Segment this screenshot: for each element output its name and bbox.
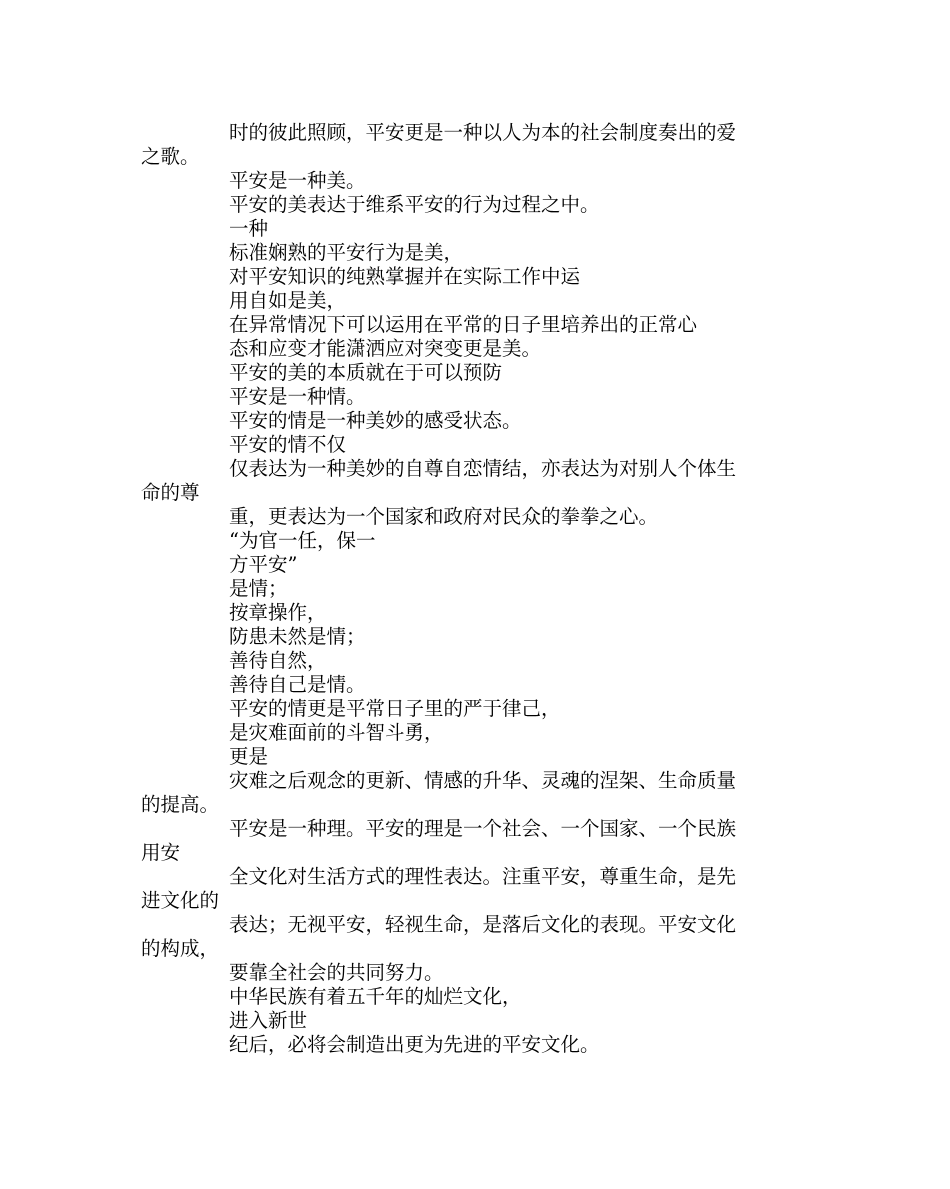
text-line: 按章操作， <box>229 601 327 624</box>
text-line: 平安是一种理。平安的理是一个社会、一个国家、一个民族 <box>229 817 737 840</box>
text-line: 要靠全社会的共同努力。 <box>229 961 444 984</box>
text-line: 标准娴熟的平安行为是美， <box>229 241 464 264</box>
text-line: 方平安” <box>229 553 298 576</box>
text-line: 善待自然， <box>229 649 327 672</box>
text-line: 对平安知识的纯熟掌握并在实际工作中运 <box>229 265 581 288</box>
text-line: 平安的美的本质就在于可以预防 <box>229 361 503 384</box>
text-line: 中华民族有着五千年的灿烂文化， <box>229 985 522 1008</box>
text-line: 用自如是美， <box>229 289 347 312</box>
text-line: 全文化对生活方式的理性表达。注重平安，尊重生命，是先 <box>229 865 737 888</box>
text-line: 平安是一种美。 <box>229 169 366 192</box>
text-line: 态和应变才能潇洒应对突变更是美。 <box>229 337 542 360</box>
text-line: 表达；无视平安，轻视生命，是落后文化的表现。平安文化 <box>229 913 737 936</box>
text-line: 进文化的 <box>141 889 220 912</box>
document-body <box>141 121 821 1057</box>
text-line: 是灾难面前的斗智斗勇， <box>229 721 444 744</box>
text-line: 是情； <box>229 577 288 600</box>
text-line: 平安的情不仅 <box>229 433 347 456</box>
text-line: 平安的情更是平常日子里的严于律己， <box>229 697 561 720</box>
text-line: 善待自己是情。 <box>229 673 366 696</box>
text-line: 的构成， <box>141 937 220 960</box>
text-line: 更是 <box>229 745 269 768</box>
text-line: 用安 <box>141 841 181 864</box>
text-line: 的提高。 <box>141 793 220 816</box>
text-line: 在异常情况下可以运用在平常的日子里培养出的正常心 <box>229 313 698 336</box>
text-line: 平安是一种情。 <box>229 385 366 408</box>
text-line: 之歌。 <box>141 145 200 168</box>
text-line: 时的彼此照顾，平安更是一种以人为本的社会制度奏出的爱 <box>229 121 737 144</box>
text-line: 平安的情是一种美妙的感受状态。 <box>229 409 522 432</box>
text-line: 仅表达为一种美妙的自尊自恋情结，亦表达为对别人个体生 <box>229 457 737 480</box>
text-line: 防患未然是情； <box>229 625 366 648</box>
text-line: “为官一任，保一 <box>229 529 376 552</box>
text-line: 一种 <box>229 217 269 240</box>
text-line: 命的尊 <box>141 481 200 504</box>
text-line: 重，更表达为一个国家和政府对民众的拳拳之心。 <box>229 505 659 528</box>
text-line: 平安的美表达于维系平安的行为过程之中。 <box>229 193 600 216</box>
text-line: 灾难之后观念的更新、情感的升华、灵魂的涅架、生命质量 <box>229 769 737 792</box>
text-line: 进入新世 <box>229 1009 308 1032</box>
text-line: 纪后，必将会制造出更为先进的平安文化。 <box>229 1033 600 1056</box>
